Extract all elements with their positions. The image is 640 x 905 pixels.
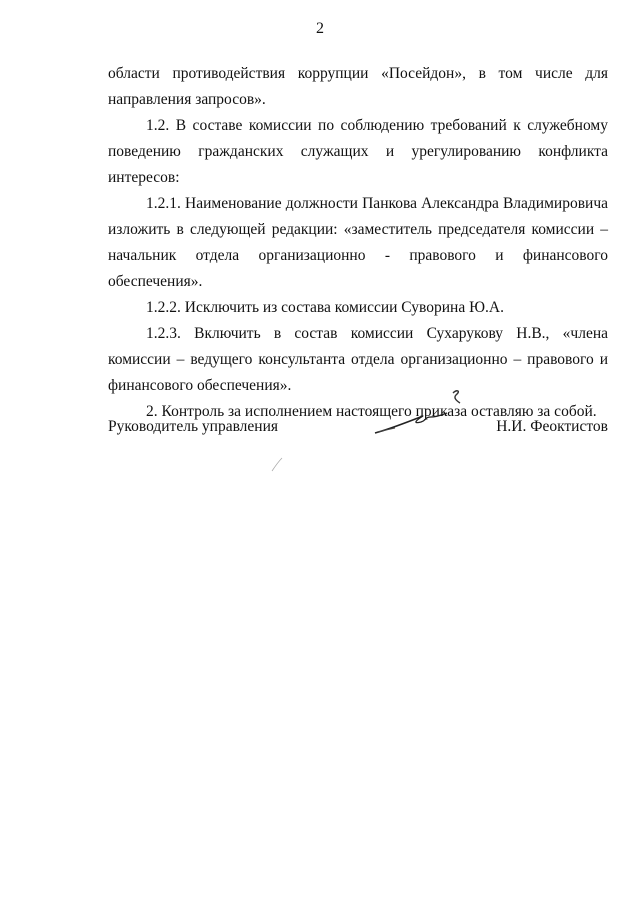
signature-block [108,414,608,440]
page-number: 2 [316,20,324,37]
document-body [108,61,608,425]
paragraph-1-2-2: 1.2.2. Исключить из состава комиссии Суворина Ю.А. [146,299,504,316]
paragraph-1-2-3: 1.2.3. Включить в состав комиссии Сухарукову Н.В., «члена комиссии – ведущего консультанта отдела организационно – правового и финансового обеспечения». [108,325,608,394]
paragraph-1-2: 1.2. В составе комиссии по соблюдению требований к служебному поведению гражданских служащих и урегулированию конфликта интересов: [108,117,608,186]
handwritten-signature [365,385,475,445]
paragraph-1-2-1: 1.2.1. Наименование должности Панкова Александра Владимировича изложить в следующей редакции: «заместитель председателя комиссии – начальник отдела организационно - правового и финансового обеспечения». [108,195,608,290]
paragraph-continuation: области противодействия коррупции «Посейдон», в том числе для направления запросов». [108,65,608,108]
paragraph-2: 2. Контроль за исполнением настоящего приказа оставляю за собой. [146,403,597,420]
signer-position: Руководитель управления [108,418,279,435]
signer-name: Н.И. Феоктистов [496,418,608,435]
stray-mark [268,455,288,475]
